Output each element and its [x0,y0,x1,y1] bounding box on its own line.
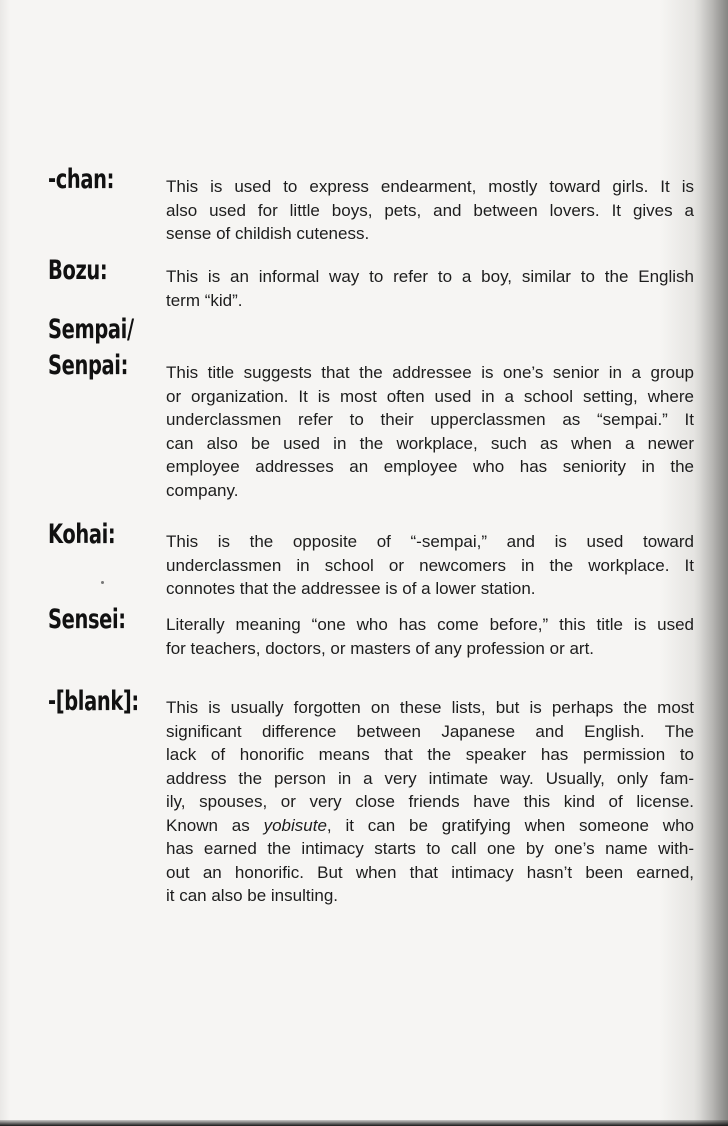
definition-blank [166,696,694,908]
definition-line: company. [166,480,239,500]
definition-line: employee addresses an employee who has seniority in the [166,457,694,476]
definition-line: Literally meaning “one who has come before,” this title is used [166,615,694,634]
definition-line: it can also be insulting. [166,886,338,905]
definition-line: ily, spouses, or very close friends have this kind of license. [166,792,694,811]
definition-line: significant difference between Japanese and English. The [166,721,694,741]
definition-line: or organization. It is most often used in a school setting, where [166,386,694,406]
definition-chan [166,175,694,246]
definition-segment: Known as [166,815,264,835]
definition-line: can also be used in the workplace, such as when a newer [166,433,694,453]
term-sempai: Sempai/ [48,314,134,345]
term-kohai: Kohai: [48,519,116,550]
definition-line: term “kid”. [166,290,243,310]
definition-line: also used for little boys, pets, and between lovers. It gives a [166,200,694,220]
definition-line: address the person in a very intimate way. Usually, only fam- [166,768,694,788]
term-bozu: Bozu: [48,255,108,286]
term-chan: -chan: [48,164,115,195]
definition-line: connotes that the addressee is of a lower station. [166,579,536,598]
page-bottom-edge [0,1120,728,1126]
definition-line: lack of honorific means that the speaker has permission to [166,745,694,764]
definition-senpai [166,361,694,502]
definition-line: This is an informal way to refer to a boy, similar to the English [166,267,694,286]
definition-line: underclassmen refer to their upperclassmen as “sempai.” It [166,410,694,429]
term-blank: -[blank]: [48,686,139,717]
definition-line-yobisute [166,814,694,838]
definition-kohai [166,530,694,601]
italic-term-yobisute: yobisute [263,815,327,835]
stray-dot [101,581,104,584]
definition-line: underclassmen in school or newcomers in the workplace. It [166,555,694,575]
term-sensei: Sensei: [48,604,126,635]
definition-bozu [166,265,694,312]
definition-line: out an honorific. But when that intimacy hasn’t been earned, [166,862,694,882]
definition-line: sense of childish cuteness. [166,224,370,243]
definition-line: This is the opposite of “-sempai,” and is used toward [166,532,694,551]
page-spine-shadow [694,0,728,1126]
term-senpai: Senpai: [48,350,128,381]
definition-segment: , it can be gratifying when someone who [326,815,694,835]
definition-line: has earned the intimacy starts to call one by one’s name with- [166,839,694,858]
definition-line: for teachers, doctors, or masters of any profession or art. [166,638,595,658]
definition-sensei [166,613,694,660]
definition-line: This is usually forgotten on these lists, but is perhaps the most [166,698,694,717]
definition-line: This is used to express endearment, mostly toward girls. It is [166,177,694,196]
definition-line: This title suggests that the addressee is one’s senior in a group [166,363,694,382]
